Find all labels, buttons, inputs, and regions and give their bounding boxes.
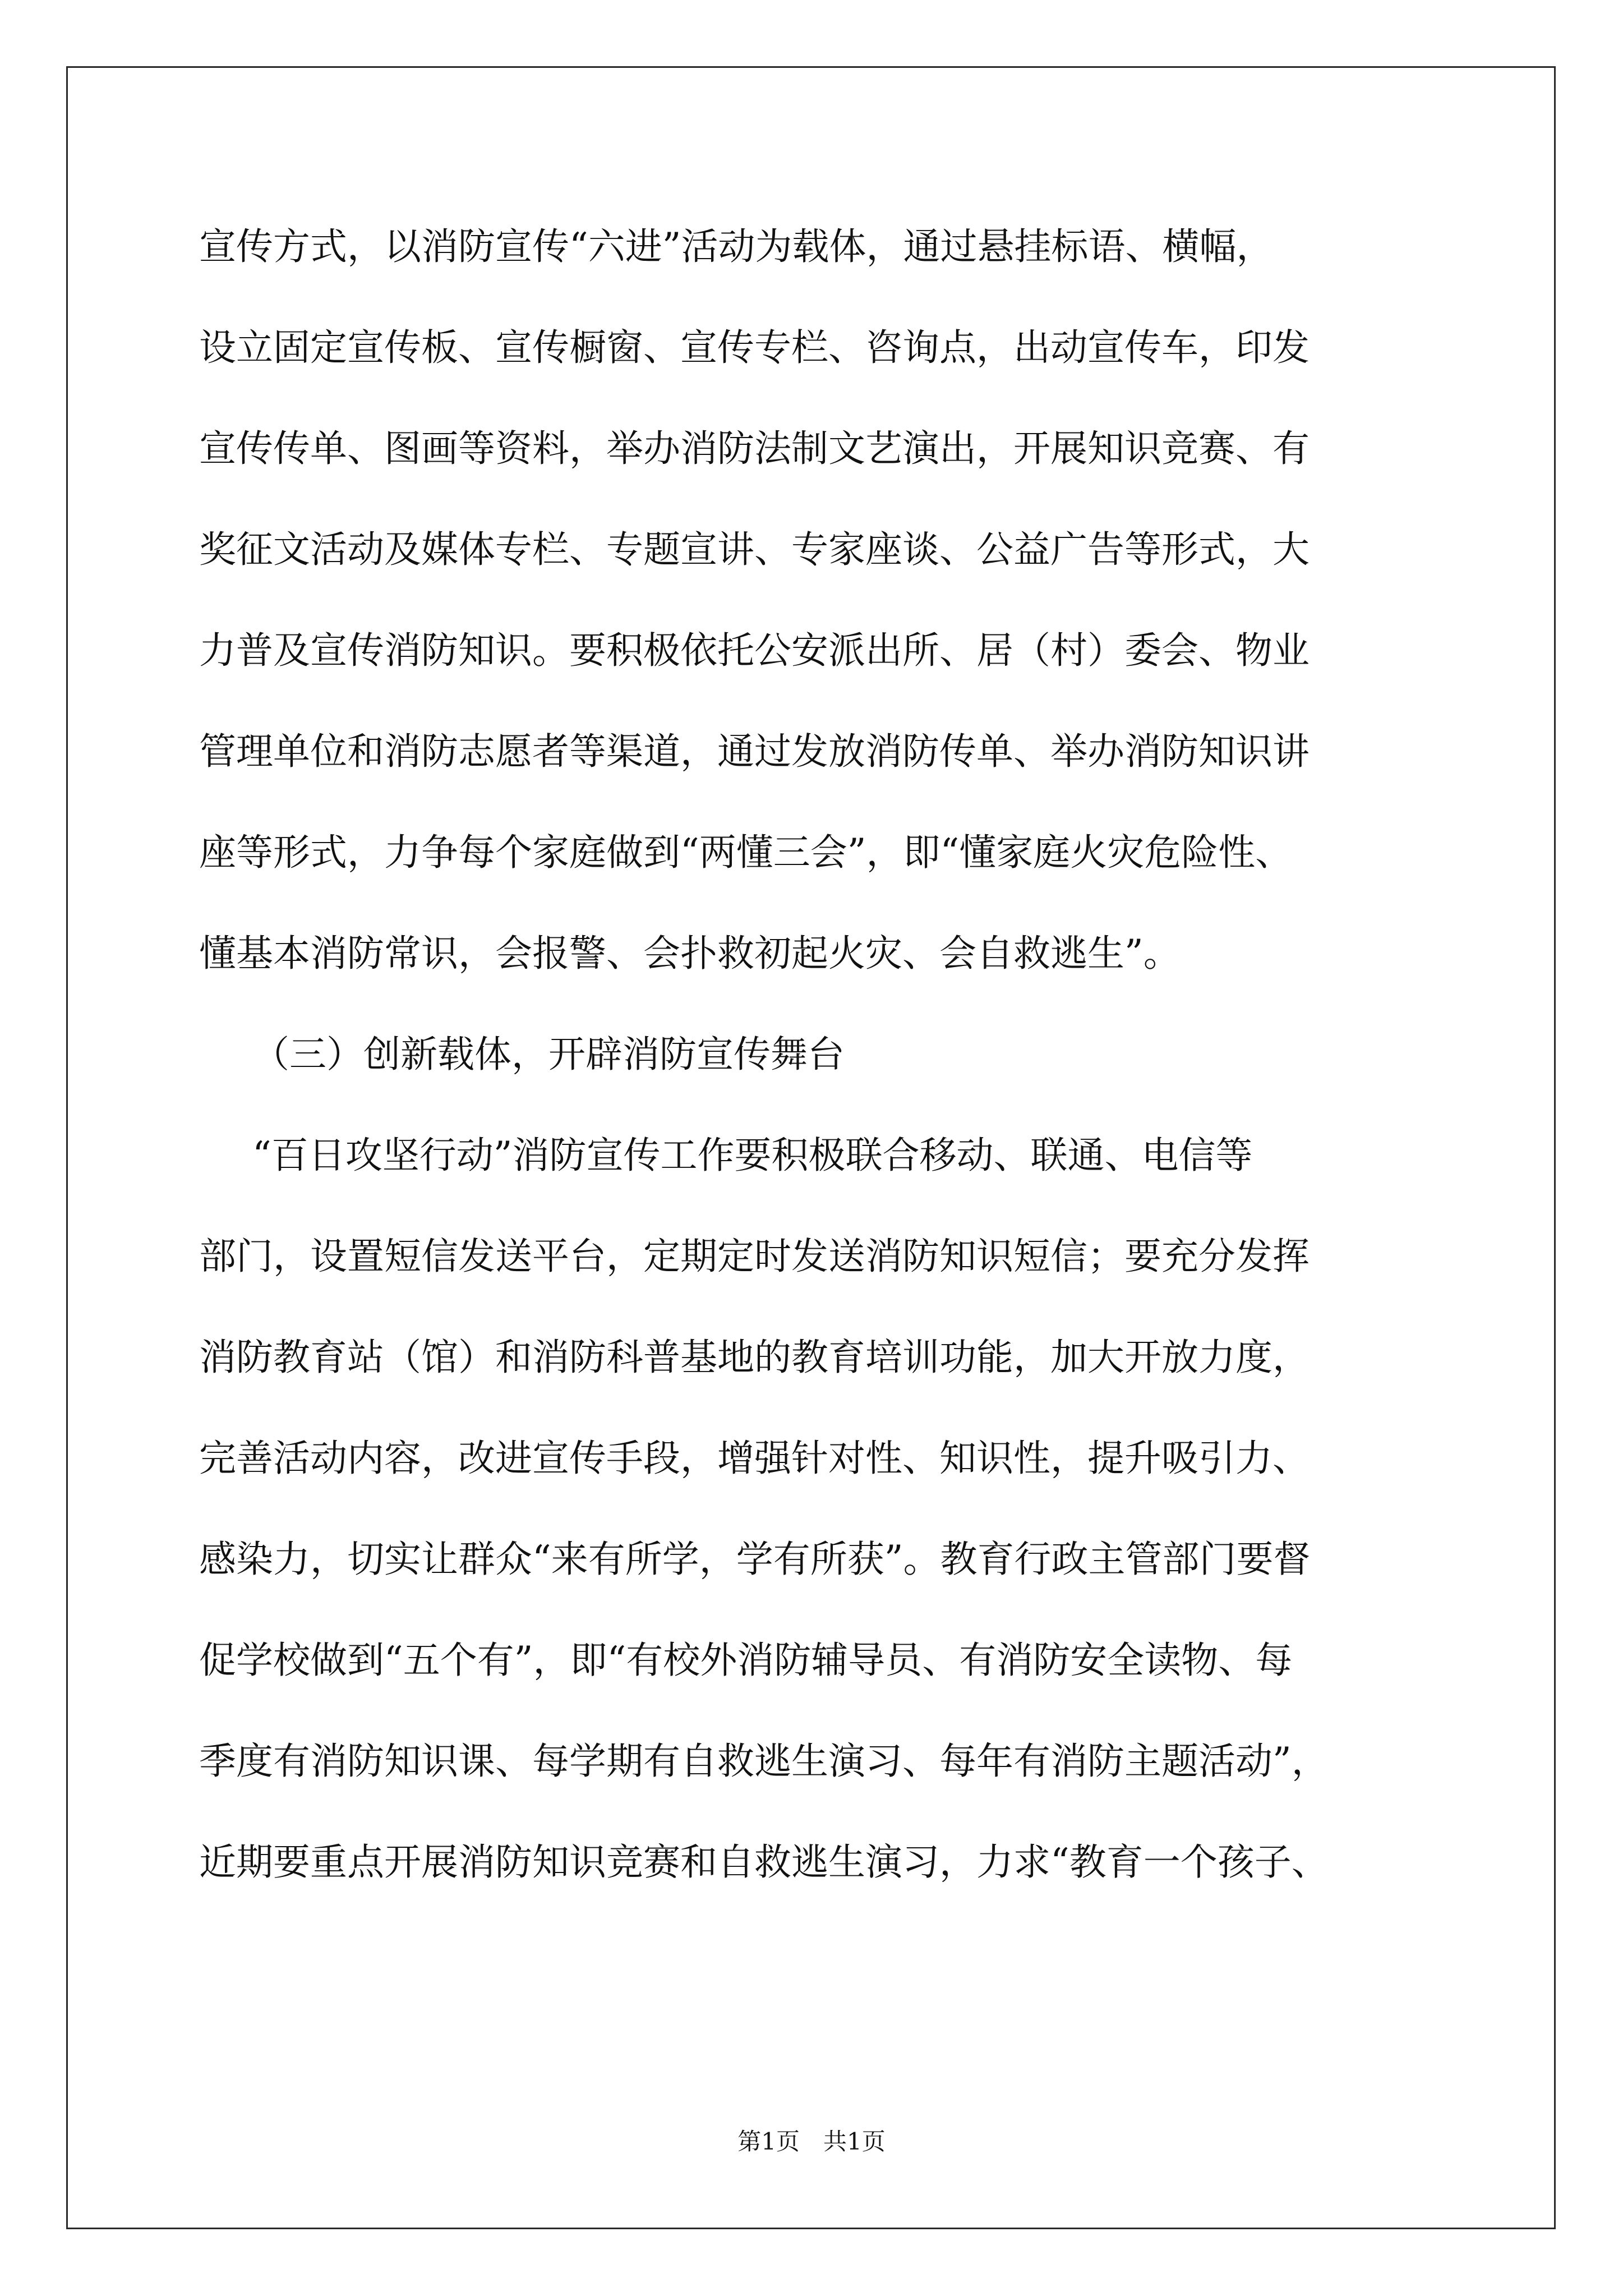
text-line: “百日攻坚行动”消防宣传工作要积极联合移动、联通、电信等 (252, 1134, 1253, 1177)
text-line: 宣传方式，以消防宣传“六进”活动为载体，通过悬挂标语、横幅， (199, 225, 1274, 268)
text-line: 部门，设置短信发送平台，定期定时发送消防知识短信；要充分发挥 (199, 1235, 1310, 1278)
text-line: 力普及宣传消防知识。要积极依托公安派出所、居（村）委会、物业 (199, 629, 1310, 672)
text-line: 消防教育站（馆）和消防科普基地的教育培训功能，加大开放力度， (199, 1336, 1310, 1379)
text-line: 座等形式，力争每个家庭做到“两懂三会”，即“懂家庭火灾危险性、 (199, 831, 1293, 874)
text-line: 促学校做到“五个有”，即“有校外消防辅导员、有消防安全读物、每 (199, 1639, 1293, 1682)
text-line: 奖征文活动及媒体专栏、专题宣讲、专家座谈、公益广告等形式，大 (199, 528, 1310, 571)
text-line: 季度有消防知识课、每学期有自救逃生演习、每年有消防主题活动”， (199, 1740, 1329, 1783)
text-line: 管理单位和消防志愿者等渠道，通过发放消防传单、举办消防知识讲 (199, 730, 1310, 773)
text-line: 懂基本消防常识，会报警、会扑救初起火灾、会自救逃生”。 (199, 932, 1181, 975)
text-line: 完善活动内容，改进宣传手段，增强针对性、知识性，提升吸引力、 (199, 1437, 1310, 1480)
text-line: 近期要重点开展消防知识竞赛和自救逃生演习，力求“教育一个孩子、 (199, 1841, 1329, 1884)
text-line: 设立固定宣传板、宣传橱窗、宣传专栏、咨询点，出动宣传车，印发 (199, 326, 1310, 369)
page-footer: 第1页 共1页 (737, 2128, 886, 2155)
section-heading: （三）创新载体，开辟消防宣传舞台 (252, 1033, 845, 1076)
text-line: 感染力，切实让群众“来有所学，学有所获”。教育行政主管部门要督 (199, 1538, 1311, 1581)
text-line: 宣传传单、图画等资料，举办消防法制文艺演出，开展知识竞赛、有 (199, 427, 1310, 470)
